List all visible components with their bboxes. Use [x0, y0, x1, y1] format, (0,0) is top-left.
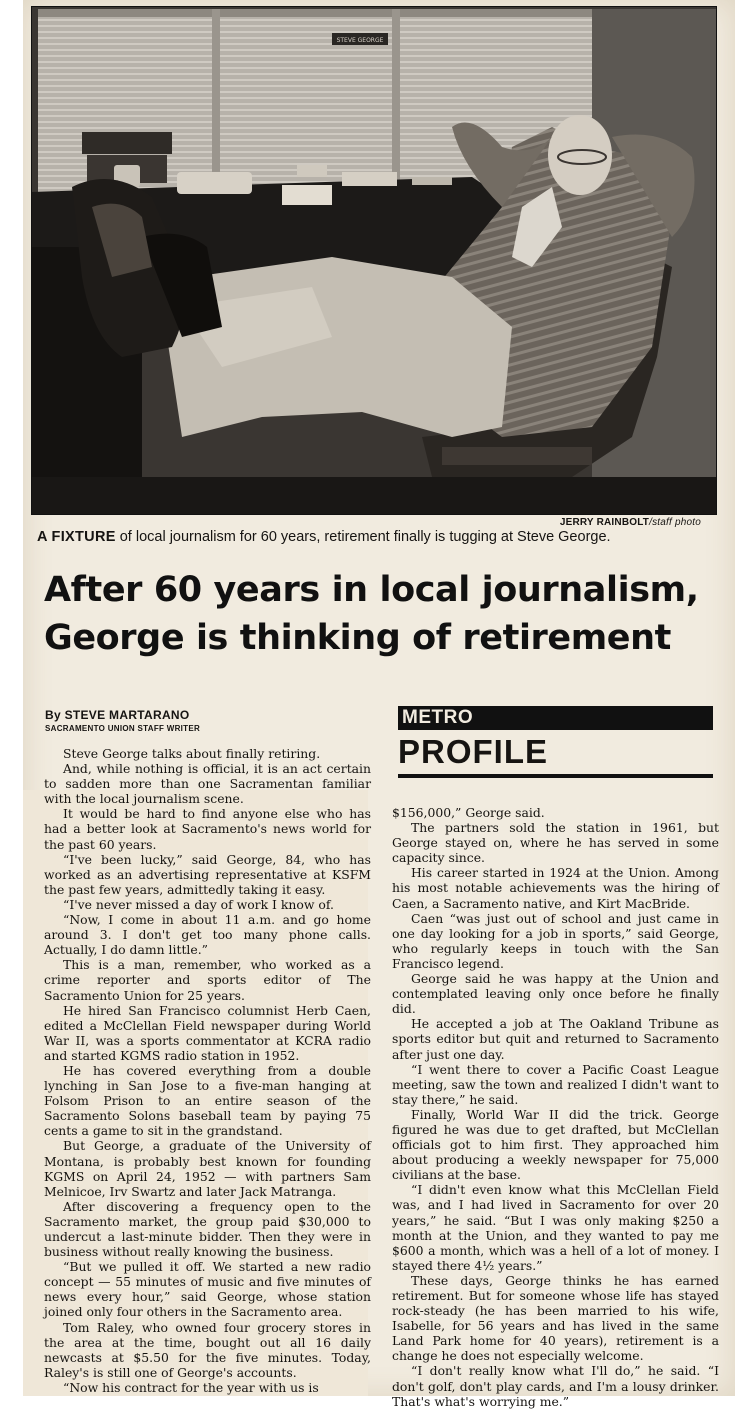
byline-role: SACRAMENTO UNION STAFF WRITER [45, 724, 201, 733]
section-label-metro: METRO [398, 706, 713, 730]
article-paragraph: “But we pulled it off. We started a new radio concept — 55 minutes of music and five minutes of news every hour,” said George, whose station joined only four others in the Sacramento area. [44, 1259, 371, 1320]
article-paragraph: “I went there to cover a Pacific Coast League meeting, saw the town and realized I didn't want to stay there,” he said. [392, 1061, 719, 1107]
article-paragraph: After discovering a frequency open to the Sacramento market, the group paid $30,000 to undercut a last-minute bidder. Then they were in business without really knowing the business. [44, 1198, 371, 1260]
article-paragraph: But George, a graduate of the University of Montana, is probably best known for founding KGMS on April 24, 1952 — with partners Sam Melnicoe, Irv Swartz and later Jack Matranga. [44, 1138, 371, 1199]
photo-credit [560, 517, 701, 528]
photo-credit-name: JERRY RAINBOLT [559, 517, 650, 528]
byline-name: By STEVE MARTARANO [45, 708, 190, 722]
article-paragraph: Steve George talks about finally retiring. [63, 746, 321, 761]
photo-steve-george [31, 6, 717, 515]
caption-lead: A FIXTURE [37, 529, 116, 545]
caption-text: of local journalism for 60 years, retirement finally is tugging at Steve George. [115, 529, 611, 545]
article-paragraph: “Now, I come in about 11 a.m. and go home around 3. I don't get too many phone calls. Actually, I do damn little.” [44, 912, 371, 958]
article-column-right [392, 805, 719, 1409]
article-paragraph: These days, George thinks he has earned retirement. But for someone whose life has stayed rock-steady (he has been married to his wife, Isabelle, for 56 years and has lived in the same Land Park home for 40 years), retirement is a change he does not especially welcome. [392, 1272, 719, 1364]
article-paragraph: Tom Raley, who owned four grocery stores in the area at the time, bought out all 16 daily newcasts at $5.50 for the five minutes. Today, Raley's is still one of George's accounts. [44, 1319, 371, 1380]
article-column-left [44, 746, 371, 1395]
article-paragraph: The partners sold the station in 1961, but George stayed on, where he has served in some capacity since. [392, 820, 719, 866]
article-paragraph: This is a man, remember, who worked as a crime reporter and sports editor of The Sacramento Union for 25 years. [44, 957, 371, 1003]
article-paragraph: “I didn't even know what this McClellan Field was, and I had lived in Sacramento for over 20 years,” he said. “But I was only making $250 a month at the Union, and they wanted to pay me $600 a month, which was a hell of a lot of money. I stayed there 4½ years.” [392, 1182, 719, 1273]
article-paragraph: Caen “was just out of school and just came in one day looking for a job in sports,” said George, who regularly keeps in touch with the San Francisco legend. [392, 910, 719, 971]
section-rule [398, 774, 713, 778]
article-paragraph: He accepted a job at The Oakland Tribune as sports editor but quit and returned to Sacramento after just one day. [392, 1016, 719, 1062]
article-paragraph: $156,000,” George said. [392, 805, 545, 820]
headline-line-1: After 60 years in local journalism, [44, 570, 699, 610]
article-paragraph: It would be hard to find anyone else who has had a better look at Sacramento's news world for the past 60 years. [44, 806, 371, 852]
sign-text: STEVE GEORGE [336, 37, 384, 44]
photo-credit-suffix: /staff photo [649, 517, 701, 528]
byline [45, 708, 200, 733]
article-paragraph: “Now his contract for the year with us is [63, 1379, 319, 1395]
article-paragraph: He hired San Francisco columnist Herb Caen, edited a McClellan Field newspaper during World War II, was a sports commentator at KCRA radio and started KGMS radio station in 1952. [44, 1002, 371, 1063]
headline-line-2: George is thinking of retirement [44, 618, 671, 658]
section-label [398, 706, 713, 782]
article-paragraph: George said he was happy at the Union and contemplated leaving only once before he finally did. [392, 971, 719, 1017]
headline [44, 566, 724, 662]
photo-caption [37, 528, 717, 546]
article-paragraph: Finally, World War II did the trick. George figured he was due to get drafted, but McClellan officials got to him first. They approached him about producing a weekly newspaper for 75,000 civilians at the base. [392, 1106, 719, 1183]
article-paragraph: “I don't really know what I'll do,” he said. “I don't golf, don't play cards, and I'm a lousy drinker. That's what's worrying me.” [392, 1363, 719, 1409]
section-label-profile: PROFILE [398, 733, 549, 770]
article-paragraph: “I've been lucky,” said George, 84, who has worked as an advertising representative at KSFM the past few years, admittedly taking it easy. [44, 851, 371, 897]
article-paragraph: “I've never missed a day of work I know of. [63, 896, 334, 912]
article-paragraph: And, while nothing is official, it is an act certain to sadden more than one Sacramentan familiar with the local journalism scene. [44, 761, 371, 807]
photo-illustration [32, 7, 716, 514]
article-paragraph: He has covered everything from a double lynching in San Jose to a five-man hanging at Folsom Prison to an entire season of the Sacramento Solons baseball team by paying 75 cents a game to sit in the grandstand. [44, 1062, 371, 1139]
article-paragraph: His career started in 1924 at the Union. Among his most notable achievements was the hiring of Caen, a Sacramento native, and Kirt MacBride. [392, 865, 719, 911]
